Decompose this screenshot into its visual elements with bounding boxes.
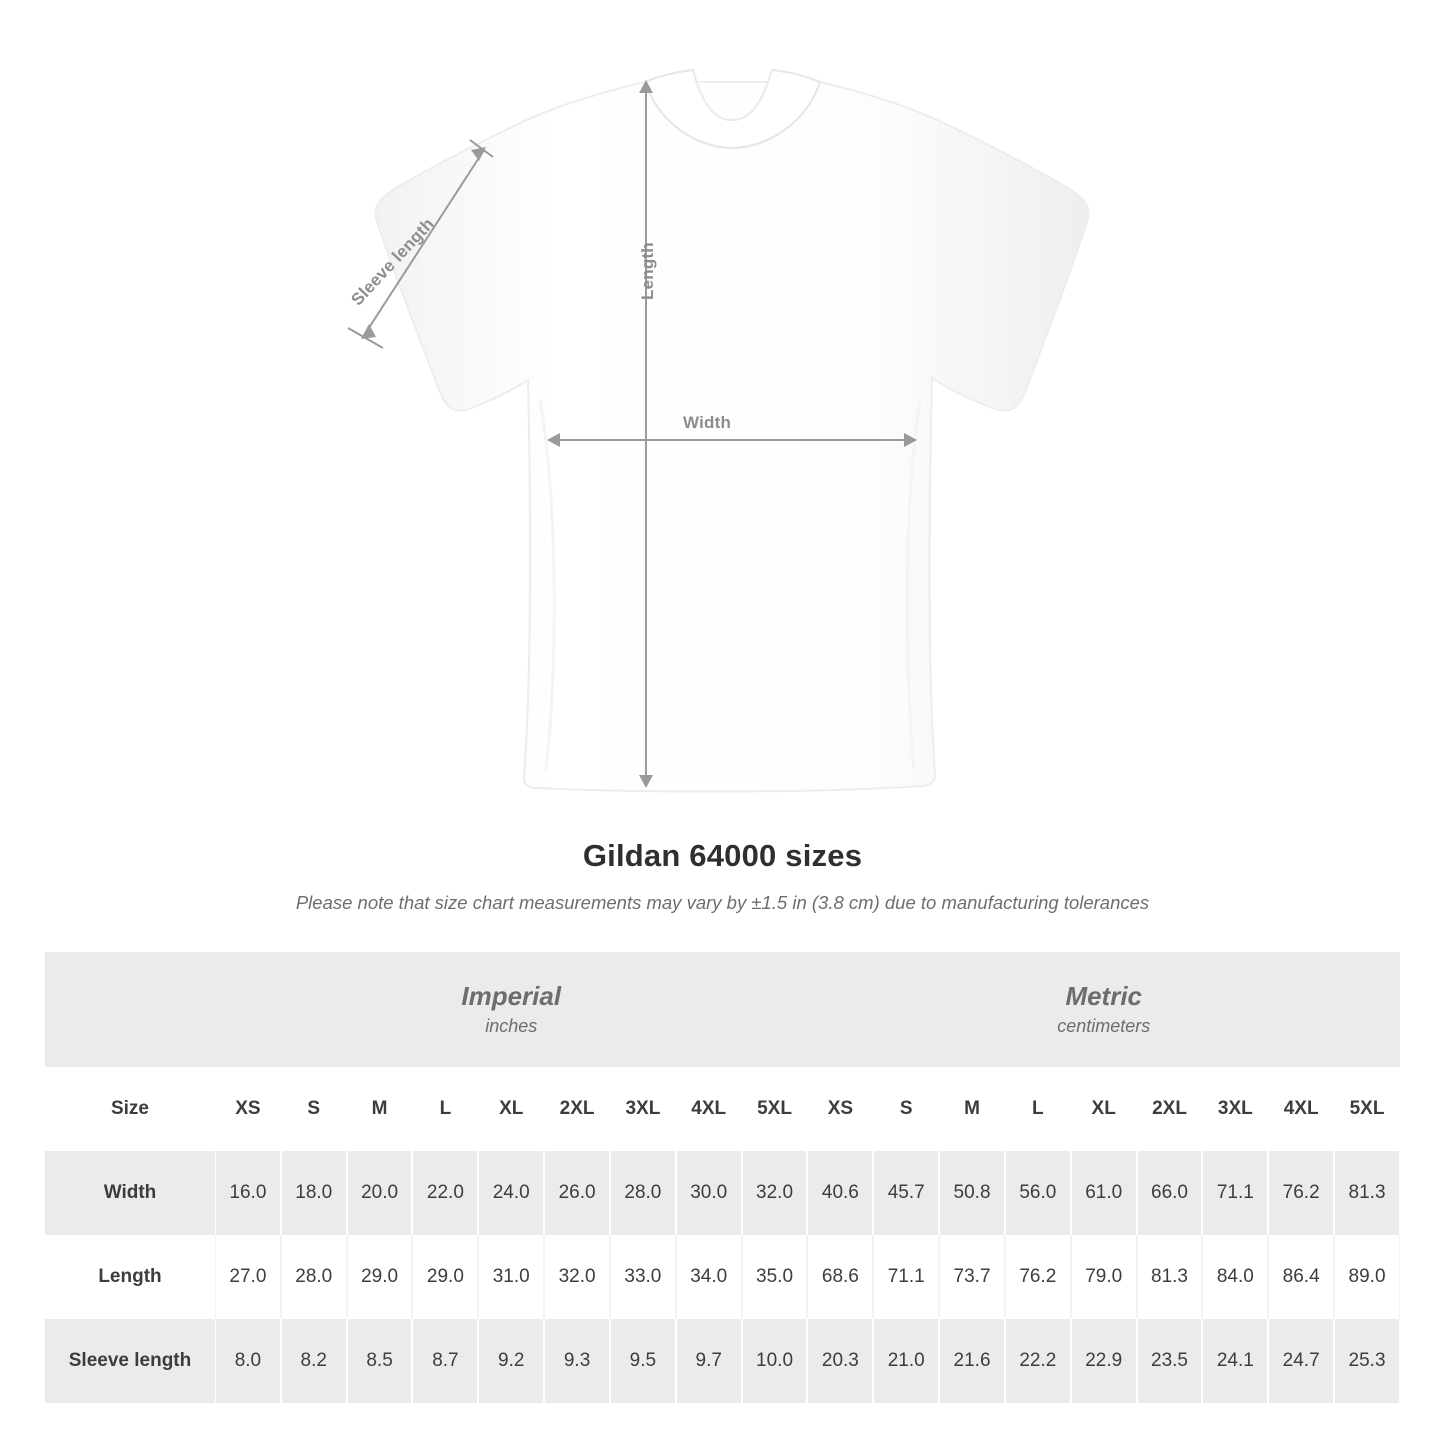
size-header-row [45, 1067, 1400, 1151]
size-column-header: S [281, 1067, 347, 1151]
measurement-cell: 20.3 [807, 1319, 873, 1403]
measurement-cell: 45.7 [873, 1151, 939, 1235]
size-column-header: 4XL [1268, 1067, 1334, 1151]
size-column-header: M [939, 1067, 1005, 1151]
size-column-header: XL [1071, 1067, 1137, 1151]
measurement-cell: 71.1 [1202, 1151, 1268, 1235]
unit-header-row [45, 952, 1400, 1067]
size-column-header: L [1005, 1067, 1071, 1151]
unit-group-imperial [215, 952, 807, 1067]
measurement-cell: 50.8 [939, 1151, 1005, 1235]
measurement-cell: 30.0 [676, 1151, 742, 1235]
size-column-header: L [412, 1067, 478, 1151]
size-chart-table [45, 952, 1400, 1403]
measurement-cell: 8.5 [347, 1319, 413, 1403]
measurement-cell: 40.6 [807, 1151, 873, 1235]
page-title: Gildan 64000 sizes [582, 838, 863, 873]
unit-name: Imperial [461, 980, 562, 1011]
measurement-cell: 76.2 [1268, 1151, 1334, 1235]
measurement-cell: 24.1 [1202, 1319, 1268, 1403]
size-column-header: XL [478, 1067, 544, 1151]
length-dimension-label: Length [638, 242, 657, 300]
measurement-cell: 9.3 [544, 1319, 610, 1403]
measurement-cell: 16.0 [215, 1151, 281, 1235]
size-column-header: 5XL [1334, 1067, 1400, 1151]
measurement-cell: 21.0 [873, 1319, 939, 1403]
measurement-cell: 27.0 [215, 1235, 281, 1319]
measurement-cell: 71.1 [873, 1235, 939, 1319]
measurement-cell: 25.3 [1334, 1319, 1400, 1403]
measurement-cell: 34.0 [676, 1235, 742, 1319]
unit-sub: inches [485, 1016, 538, 1037]
measurement-cell: 86.4 [1268, 1235, 1334, 1319]
size-column-header: 3XL [610, 1067, 676, 1151]
measurement-cell: 22.9 [1071, 1319, 1137, 1403]
row-label: Length [45, 1235, 215, 1319]
measurement-cell: 9.5 [610, 1319, 676, 1403]
measurement-cell: 9.7 [676, 1319, 742, 1403]
measurement-cell: 76.2 [1005, 1235, 1071, 1319]
measurement-cell: 23.5 [1137, 1319, 1203, 1403]
measurement-cell: 79.0 [1071, 1235, 1137, 1319]
size-table-wrap [45, 952, 1400, 1403]
unit-group-metric [807, 952, 1400, 1067]
measurement-cell: 29.0 [347, 1235, 413, 1319]
size-column-header: 3XL [1202, 1067, 1268, 1151]
measurement-cell: 22.2 [1005, 1319, 1071, 1403]
measurement-cell: 24.7 [1268, 1319, 1334, 1403]
measurement-cell: 89.0 [1334, 1235, 1400, 1319]
measurement-cell: 61.0 [1071, 1151, 1137, 1235]
measurement-cell: 8.2 [281, 1319, 347, 1403]
measurement-cell: 24.0 [478, 1151, 544, 1235]
measurement-cell: 8.0 [215, 1319, 281, 1403]
row-label: Width [45, 1151, 215, 1235]
size-column-header: 2XL [544, 1067, 610, 1151]
measurement-cell: 32.0 [742, 1151, 808, 1235]
measurement-cell: 8.7 [412, 1319, 478, 1403]
unit-sub: centimeters [1057, 1016, 1151, 1037]
measurement-cell: 73.7 [939, 1235, 1005, 1319]
measurement-cell: 28.0 [281, 1235, 347, 1319]
table-row [45, 1319, 1400, 1403]
measurement-cell: 21.6 [939, 1319, 1005, 1403]
measurement-cell: 10.0 [742, 1319, 808, 1403]
size-header-label: Size [45, 1067, 215, 1151]
table-row [45, 1151, 1400, 1235]
size-column-header: S [873, 1067, 939, 1151]
unit-name: Metric [1065, 980, 1143, 1011]
measurement-cell: 84.0 [1202, 1235, 1268, 1319]
measurement-cell: 22.0 [412, 1151, 478, 1235]
measurement-tolerance-note: Please note that size chart measurements may vary by ±1.5 in (3.8 cm) due to manufacturing tolerances [295, 892, 1150, 913]
width-dimension-label: Width [683, 413, 732, 432]
measurement-cell: 20.0 [347, 1151, 413, 1235]
measurement-cell: 31.0 [478, 1235, 544, 1319]
size-column-header: M [347, 1067, 413, 1151]
measurement-cell: 18.0 [281, 1151, 347, 1235]
table-row [45, 1235, 1400, 1319]
size-column-header: 4XL [676, 1067, 742, 1151]
measurement-cell: 56.0 [1005, 1151, 1071, 1235]
unit-row-spacer [45, 952, 215, 1067]
sleeve-length-dimension-label: Sleeve length [347, 214, 438, 310]
row-label: Sleeve length [45, 1319, 215, 1403]
title-block [0, 838, 1445, 914]
measurement-cell: 35.0 [742, 1235, 808, 1319]
measurement-cell: 28.0 [610, 1151, 676, 1235]
measurement-cell: 68.6 [807, 1235, 873, 1319]
size-column-header: 5XL [742, 1067, 808, 1151]
measurement-cell: 66.0 [1137, 1151, 1203, 1235]
measurement-cell: 32.0 [544, 1235, 610, 1319]
measurement-cell: 33.0 [610, 1235, 676, 1319]
measurement-cell: 9.2 [478, 1319, 544, 1403]
size-column-header: 2XL [1137, 1067, 1203, 1151]
measurement-cell: 81.3 [1137, 1235, 1203, 1319]
size-column-header: XS [215, 1067, 281, 1151]
measurement-cell: 26.0 [544, 1151, 610, 1235]
measurement-cell: 81.3 [1334, 1151, 1400, 1235]
measurement-cell: 29.0 [412, 1235, 478, 1319]
size-column-header: XS [807, 1067, 873, 1151]
